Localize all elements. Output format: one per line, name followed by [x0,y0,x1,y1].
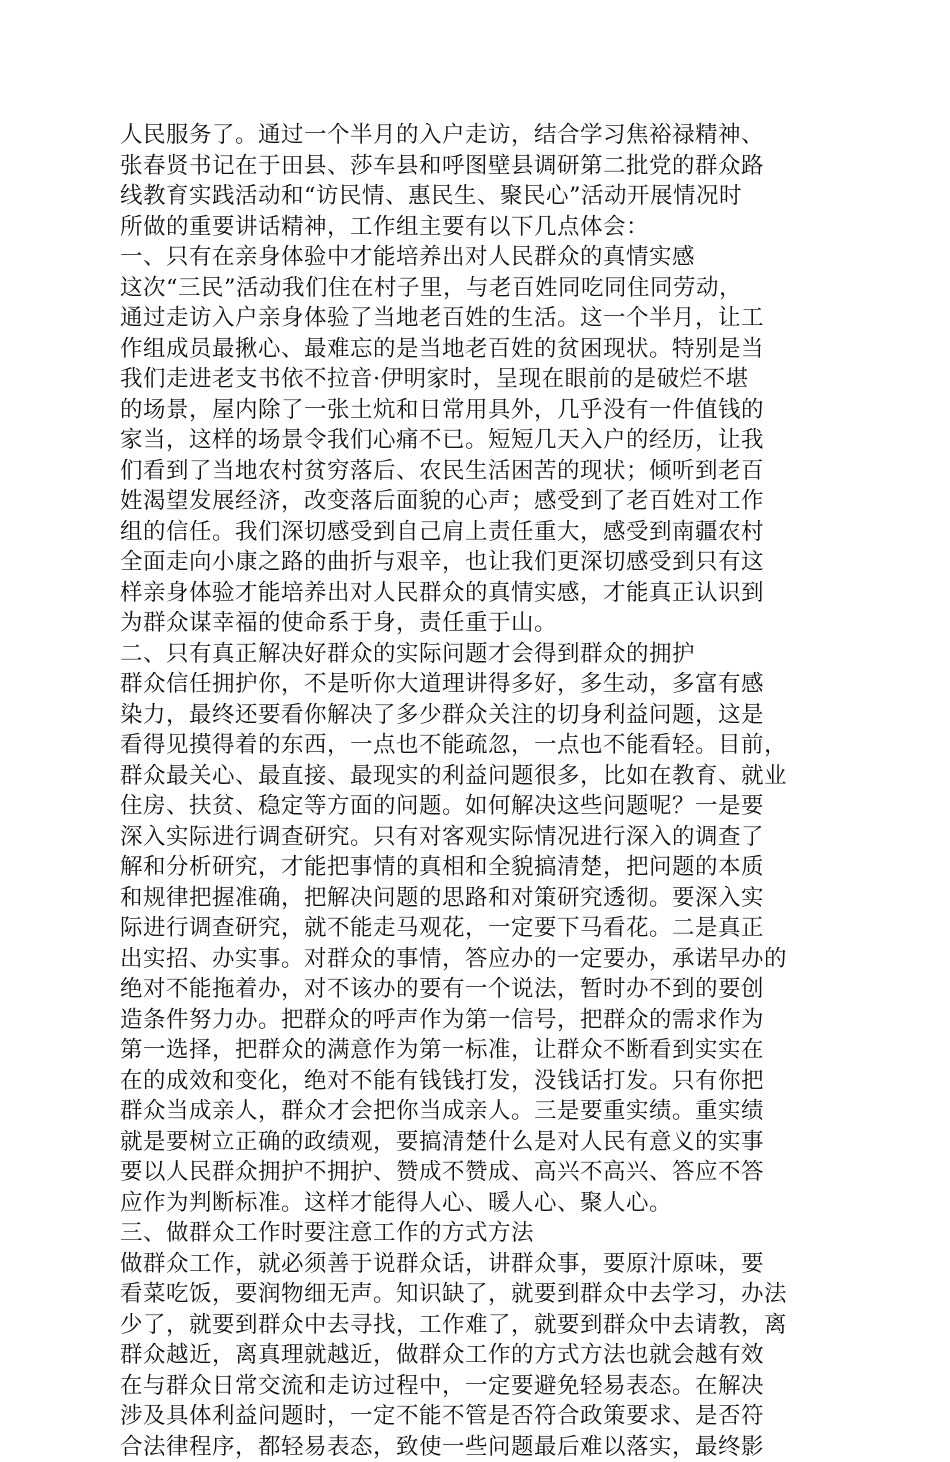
text-line: 涉及具体利益问题时，一定不能不管是否符合政策要求、是否符 [120,1401,820,1432]
text-line: 看得见摸得着的东西，一点也不能疏忽，一点也不能看轻。目前， [120,730,820,761]
text-line: 线教育实践活动和“访民情、惠民生、聚民心”活动开展情况时 [120,181,820,212]
text-line: 人民服务了。通过一个半月的入户走访，结合学习焦裕禄精神、 [120,120,820,151]
text-line: 群众当成亲人，群众才会把你当成亲人。三是要重实绩。重实绩 [120,1096,820,1127]
text-line: 在与群众日常交流和走访过程中，一定要避免轻易表态。在解决 [120,1371,820,1402]
text-line: 要以人民群众拥护不拥护、赞成不赞成、高兴不高兴、答应不答 [120,1157,820,1188]
text-line: 少了，就要到群众中去寻找，工作难了，就要到群众中去请教，离 [120,1310,820,1341]
text-line: 深入实际进行调查研究。只有对客观实际情况进行深入的调查了 [120,822,820,853]
text-line: 做群众工作，就必须善于说群众话，讲群众事，要原汁原味，要 [120,1249,820,1280]
text-line: 样亲身体验才能培养出对人民群众的真情实感，才能真正认识到 [120,578,820,609]
text-line: 在的成效和变化，绝对不能有钱钱打发，没钱话打发。只有你把 [120,1066,820,1097]
text-line: 住房、扶贫、稳定等方面的问题。如何解决这些问题呢？一是要 [120,791,820,822]
text-line: 二、只有真正解决好群众的实际问题才会得到群众的拥护 [120,639,820,670]
document-body [120,120,820,1462]
text-line: 们看到了当地农村贫穷落后、农民生活困苦的现状；倾听到老百 [120,456,820,487]
text-line: 应作为判断标准。这样才能得人心、暖人心、聚人心。 [120,1188,820,1219]
text-line: 群众最关心、最直接、最现实的利益问题很多，比如在教育、就业 [120,761,820,792]
text-line: 造条件努力办。把群众的呼声作为第一信号，把群众的需求作为 [120,1005,820,1036]
text-line: 张春贤书记在于田县、莎车县和呼图壁县调研第二批党的群众路 [120,151,820,182]
text-line: 三、做群众工作时要注意工作的方式方法 [120,1218,820,1249]
text-line: 我们走进老支书依不拉音·伊明家时，呈现在眼前的是破烂不堪 [120,364,820,395]
text-line: 作组成员最揪心、最难忘的是当地老百姓的贫困现状。特别是当 [120,334,820,365]
text-line: 姓渴望发展经济，改变落后面貌的心声；感受到了老百姓对工作 [120,486,820,517]
text-line: 组的信任。我们深切感受到自己肩上责任重大，感受到南疆农村 [120,517,820,548]
text-line: 全面走向小康之路的曲折与艰辛，也让我们更深切感受到只有这 [120,547,820,578]
text-line: 出实招、办实事。对群众的事情，答应办的一定要办，承诺早办的 [120,944,820,975]
text-line: 一、只有在亲身体验中才能培养出对人民群众的真情实感 [120,242,820,273]
text-line: 和规律把握准确，把解决问题的思路和对策研究透彻。要深入实 [120,883,820,914]
text-line: 染力，最终还要看你解决了多少群众关注的切身利益问题，这是 [120,700,820,731]
text-line: 家当，这样的场景令我们心痛不已。短短几天入户的经历，让我 [120,425,820,456]
text-line: 这次“三民”活动我们住在村子里，与老百姓同吃同住同劳动， [120,273,820,304]
text-line: 的场景，屋内除了一张土炕和日常用具外，几乎没有一件值钱的 [120,395,820,426]
text-line: 合法律程序，都轻易表态，致使一些问题最后难以落实，最终影 [120,1432,820,1462]
text-line: 通过走访入户亲身体验了当地老百姓的生活。这一个半月，让工 [120,303,820,334]
text-line: 所做的重要讲话精神，工作组主要有以下几点体会： [120,212,820,243]
text-line: 绝对不能拖着办，对不该办的要有一个说法，暂时办不到的要创 [120,974,820,1005]
text-line: 群众信任拥护你，不是听你大道理讲得多好，多生动，多富有感 [120,669,820,700]
text-line: 为群众谋幸福的使命系于身，责任重于山。 [120,608,820,639]
text-line: 群众越近，离真理就越近，做群众工作的方式方法也就会越有效 [120,1340,820,1371]
text-line: 第一选择，把群众的满意作为第一标准，让群众不断看到实实在 [120,1035,820,1066]
text-line: 解和分析研究，才能把事情的真相和全貌搞清楚，把问题的本质 [120,852,820,883]
text-line: 就是要树立正确的政绩观，要搞清楚什么是对人民有意义的实事 [120,1127,820,1158]
text-line: 际进行调查研究，就不能走马观花，一定要下马看花。二是真正 [120,913,820,944]
text-line: 看菜吃饭，要润物细无声。知识缺了，就要到群众中去学习，办法 [120,1279,820,1310]
